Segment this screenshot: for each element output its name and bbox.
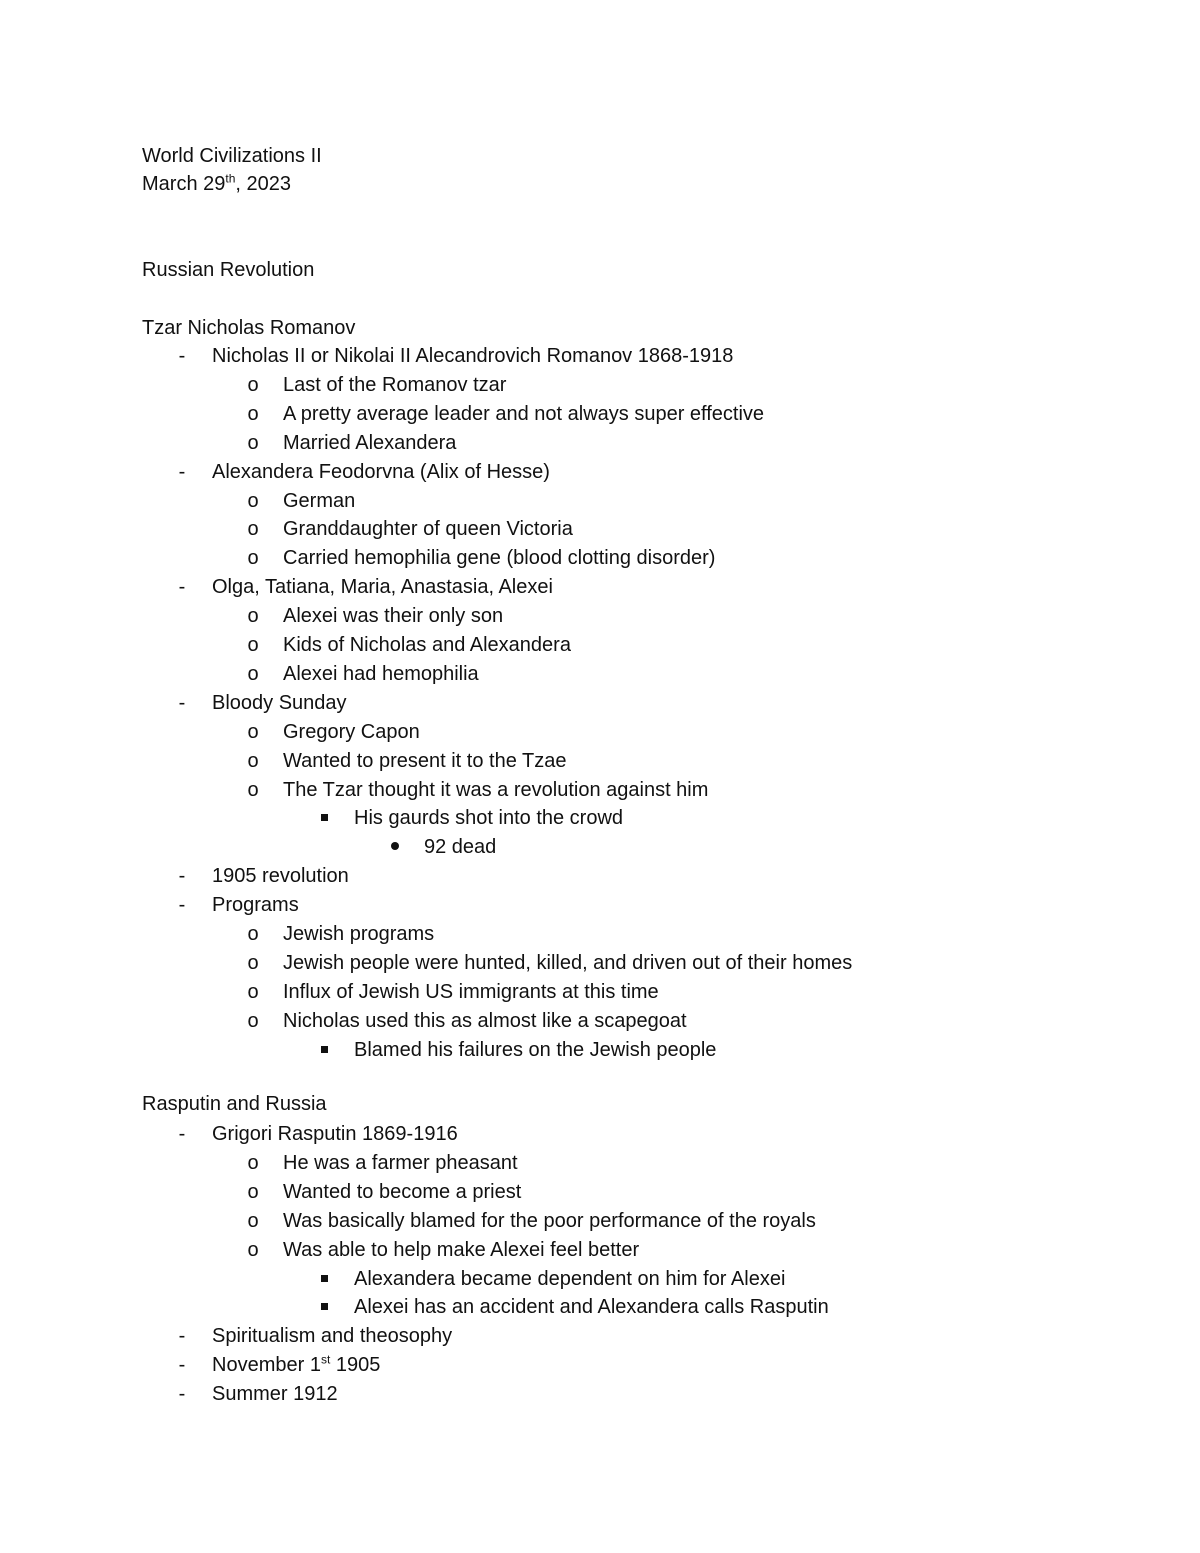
outline-item-text: German xyxy=(283,489,356,512)
outline-item-text: Influx of Jewish US immigrants at this time xyxy=(283,980,659,1003)
circle-bullet-icon: o xyxy=(247,373,259,396)
outline-item-text: Nicholas II or Nikolai II Alecandrovich Romanov 1868-1918 xyxy=(212,345,734,367)
circle-bullet-icon: o xyxy=(247,951,259,974)
section-subtitle: Tzar Nicholas Romanov xyxy=(142,317,356,339)
outline-item-text: His gaurds shot into the crowd xyxy=(354,807,624,830)
circle-bullet-icon: o xyxy=(247,923,259,945)
outline-item-text: 1905 revolution xyxy=(212,865,349,888)
circle-bullet-icon: o xyxy=(247,518,259,541)
circle-bullet-icon: o xyxy=(247,1238,259,1261)
outline-item-text: A pretty average leader and not always super effective xyxy=(283,402,765,425)
course-title: World Civilizations II xyxy=(142,145,322,167)
square-bullet-icon xyxy=(318,804,330,832)
dash-bullet-icon: - xyxy=(178,460,186,483)
outline-item-text: Blamed his failures on the Jewish people xyxy=(354,1038,717,1061)
circle-bullet-icon: o xyxy=(247,1009,259,1032)
outline-item-text: Jewish people were hunted, killed, and driven out of their homes xyxy=(283,951,853,974)
outline-item-text: Bloody Sunday xyxy=(212,691,347,714)
dash-bullet-icon: - xyxy=(178,1383,186,1406)
round-bullet-icon xyxy=(389,833,401,861)
outline-item-text: November 1st 1905 xyxy=(212,1352,381,1377)
section-title: Russian Revolution xyxy=(142,259,315,281)
dash-bullet-icon: - xyxy=(178,345,186,367)
outline-item-text: Last of the Romanov tzar xyxy=(283,373,507,396)
outline-item-text: Wanted to present it to the Tzae xyxy=(283,749,567,772)
circle-bullet-icon: o xyxy=(247,980,259,1003)
outline-item-text: Programs xyxy=(212,894,299,917)
outline-item-text: Olga, Tatiana, Maria, Anastasia, Alexei xyxy=(212,576,553,599)
circle-bullet-icon: o xyxy=(247,489,259,512)
square-bullet-icon xyxy=(318,1265,330,1293)
outline-item-text: Alexandera became dependent on him for Alexei xyxy=(354,1267,786,1290)
outline-item-text: Gregory Capon xyxy=(283,720,420,743)
outline-item-text: Spiritualism and theosophy xyxy=(212,1325,453,1348)
dash-bullet-icon: - xyxy=(178,1354,186,1377)
dash-bullet-icon: - xyxy=(178,576,186,599)
circle-bullet-icon: o xyxy=(247,431,259,454)
note-date: March 29th, 2023 xyxy=(142,171,291,195)
outline-item-text: Wanted to become a priest xyxy=(283,1180,522,1203)
outline-item-text: Was able to help make Alexei feel better xyxy=(283,1238,640,1261)
dash-bullet-icon: - xyxy=(178,1325,186,1348)
dash-bullet-icon: - xyxy=(178,894,186,917)
outline-item-text: Kids of Nicholas and Alexandera xyxy=(283,634,571,656)
square-bullet-icon xyxy=(318,1293,330,1321)
outline-item-text: Was basically blamed for the poor performance of the royals xyxy=(283,1209,816,1232)
outline-item-text: Summer 1912 xyxy=(212,1383,338,1406)
outline-item-text: Grigori Rasputin 1869-1916 xyxy=(212,1123,458,1145)
circle-bullet-icon: o xyxy=(247,547,259,570)
outline-item-text: 92 dead xyxy=(424,836,497,859)
circle-bullet-icon: o xyxy=(247,662,259,685)
dash-bullet-icon: - xyxy=(178,865,186,888)
outline-item-text: Granddaughter of queen Victoria xyxy=(283,518,573,541)
circle-bullet-icon: o xyxy=(247,634,259,656)
circle-bullet-icon: o xyxy=(247,1180,259,1203)
outline-item-text: Alexei had hemophilia xyxy=(283,662,479,685)
square-bullet-icon xyxy=(318,1036,330,1064)
outline-item-text: Jewish programs xyxy=(283,923,435,945)
outline-item-text: Alexei was their only son xyxy=(283,605,504,628)
outline-item-text: Alexei has an accident and Alexandera calls Rasputin xyxy=(354,1296,829,1319)
outline-item-text: Married Alexandera xyxy=(283,431,457,454)
outline-item-text: Carried hemophilia gene (blood clotting disorder) xyxy=(283,547,716,570)
section-title: Rasputin and Russia xyxy=(142,1093,327,1115)
outline-item-text: The Tzar thought it was a revolution against him xyxy=(283,778,709,801)
dash-bullet-icon: - xyxy=(178,691,186,714)
circle-bullet-icon: o xyxy=(247,605,259,628)
outline-item-text: He was a farmer pheasant xyxy=(283,1151,518,1174)
circle-bullet-icon: o xyxy=(247,778,259,801)
circle-bullet-icon: o xyxy=(247,402,259,425)
circle-bullet-icon: o xyxy=(247,720,259,743)
circle-bullet-icon: o xyxy=(247,749,259,772)
dash-bullet-icon: - xyxy=(178,1123,186,1145)
circle-bullet-icon: o xyxy=(247,1151,259,1174)
outline-item-text: Alexandera Feodorvna (Alix of Hesse) xyxy=(212,460,550,483)
outline-item-text: Nicholas used this as almost like a scapegoat xyxy=(283,1009,687,1032)
circle-bullet-icon: o xyxy=(247,1209,259,1232)
